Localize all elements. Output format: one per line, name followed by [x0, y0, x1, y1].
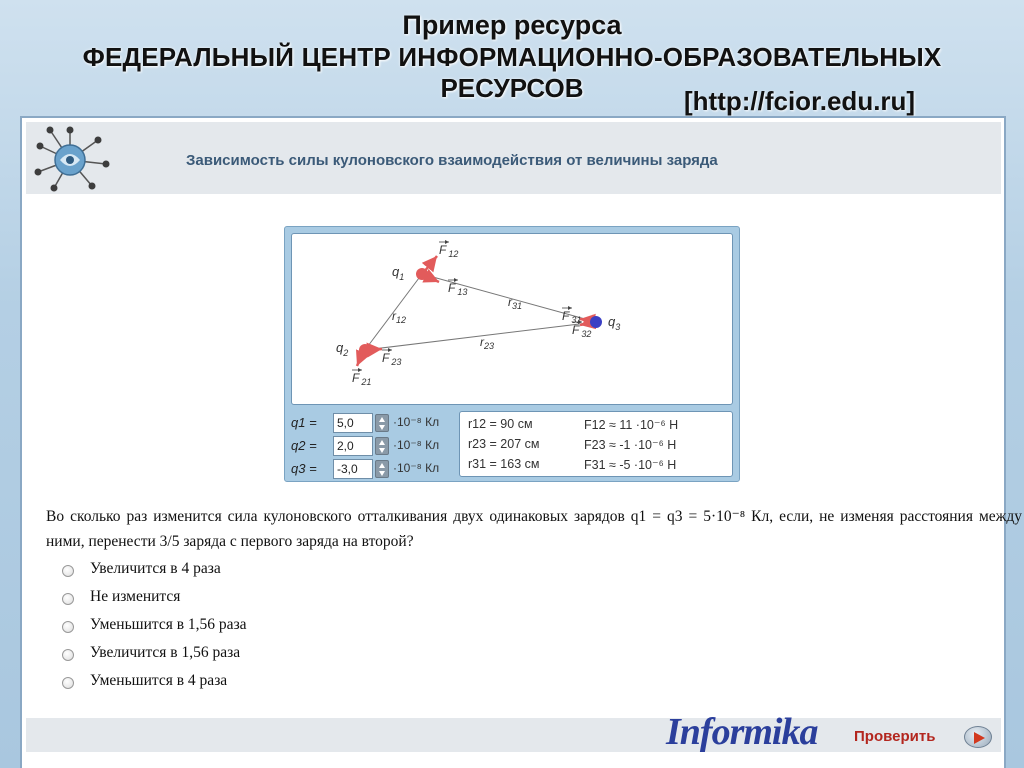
resource-title: Зависимость силы кулоновского взаимодействия от величины заряда	[186, 152, 718, 169]
param-row-q3	[289, 459, 455, 479]
answer-option[interactable]	[62, 588, 362, 612]
q1-unit: ·10⁻⁸ Кл	[393, 415, 440, 429]
charge-parameters	[289, 411, 455, 479]
answer-option[interactable]	[62, 644, 362, 668]
answer-label: Увеличится в 4 раза	[90, 560, 221, 577]
slide-title: Пример ресурса	[402, 10, 622, 40]
results-panel	[459, 411, 733, 477]
param-row-q2	[289, 436, 455, 456]
charges-canvas[interactable]	[291, 233, 733, 405]
result-r31: r31 = 163 см	[468, 457, 540, 471]
q3-unit: ·10⁻⁸ Кл	[393, 461, 440, 475]
answer-label: Увеличится в 1,56 раза	[90, 644, 241, 661]
distance-label-r23: $r_{23}$	[480, 335, 495, 351]
param-label-q2: q2 =	[291, 438, 317, 453]
distance-label-r12: $r_{12}$	[392, 309, 407, 325]
force-label-f13: F $_{13}$	[448, 281, 468, 297]
charge-q2[interactable]	[359, 344, 371, 356]
charge-q1[interactable]	[416, 268, 428, 280]
charge-label-q1: $q_1$	[392, 264, 405, 282]
param-label-q1: q1 =	[291, 415, 317, 430]
slide-subtitle-continued: РЕСУРСОВ	[440, 73, 584, 103]
distance-label-r31: $r_{31}$	[508, 295, 523, 311]
force-label-f32: F $_{32}$	[572, 323, 592, 339]
answer-label: Уменьшится в 4 раза	[90, 672, 228, 689]
q3-spinner-icon[interactable]	[375, 460, 389, 478]
q3-value-input[interactable]: -3,0	[333, 459, 373, 479]
charge-q3[interactable]	[590, 316, 602, 328]
answer-option[interactable]	[62, 616, 362, 640]
question-text: Во сколько раз изменится сила кулоновского отталкивания двух одинаковых зарядов q1 = q3 = 5·10⁻⁸ Кл, если, не изменяя расстояния между ними, перенести 3/5 заряда с первого заряда на второй?	[46, 508, 1022, 550]
result-r12: r12 = 90 см	[468, 417, 533, 431]
charge-label-q3: $q_3$	[608, 314, 621, 332]
answer-option[interactable]	[62, 560, 362, 584]
answer-option[interactable]	[62, 672, 362, 696]
radio-button[interactable]	[62, 565, 74, 577]
radio-button[interactable]	[62, 621, 74, 633]
play-arrow-icon[interactable]	[964, 726, 992, 748]
radio-button[interactable]	[62, 593, 74, 605]
result-r23: r23 = 207 см	[468, 437, 540, 451]
result-f23: F23 ≈ -1 ·10⁻⁶ Н	[584, 438, 677, 452]
force-label-f12: F $_{12}$	[439, 243, 459, 259]
radio-button[interactable]	[62, 677, 74, 689]
param-label-q3: q3 =	[291, 461, 317, 476]
q2-value-input[interactable]: 2,0	[333, 436, 373, 456]
param-row-q1	[289, 413, 455, 433]
slide-header	[0, 0, 1024, 116]
result-f31: F31 ≈ -5 ·10⁻⁶ Н	[584, 458, 677, 472]
q2-unit: ·10⁻⁸ Кл	[393, 438, 440, 452]
informika-logo: Informika	[666, 711, 818, 753]
resource-header	[26, 122, 1001, 194]
result-f12: F12 ≈ 11 ·10⁻⁶ Н	[584, 418, 679, 432]
resource-frame	[20, 116, 1022, 768]
q1-value-input[interactable]: 5,0	[333, 413, 373, 433]
charge-label-q2: $q_2$	[336, 340, 349, 358]
slide-subtitle: ФЕДЕРАЛЬНЫЙ ЦЕНТР ИНФОРМАЦИОННО-ОБРАЗОВАТЕЛЬНЫХ	[82, 42, 942, 72]
force-label-f23: F $_{23}$	[382, 351, 402, 367]
q2-spinner-icon[interactable]	[375, 437, 389, 455]
q1-spinner-icon[interactable]	[375, 414, 389, 432]
check-button[interactable]: Проверить	[854, 728, 936, 745]
answer-label: Уменьшится в 1,56 раза	[90, 616, 247, 633]
answer-label: Не изменится	[90, 588, 181, 605]
slide-url: [http://fcior.edu.ru]	[684, 86, 916, 116]
radio-button[interactable]	[62, 649, 74, 661]
force-label-f21: F $_{21}$	[352, 371, 372, 387]
force-label-f31: F $_{31}$	[562, 309, 582, 325]
coulomb-simulation	[284, 226, 740, 482]
molecule-logo-icon	[32, 124, 112, 194]
